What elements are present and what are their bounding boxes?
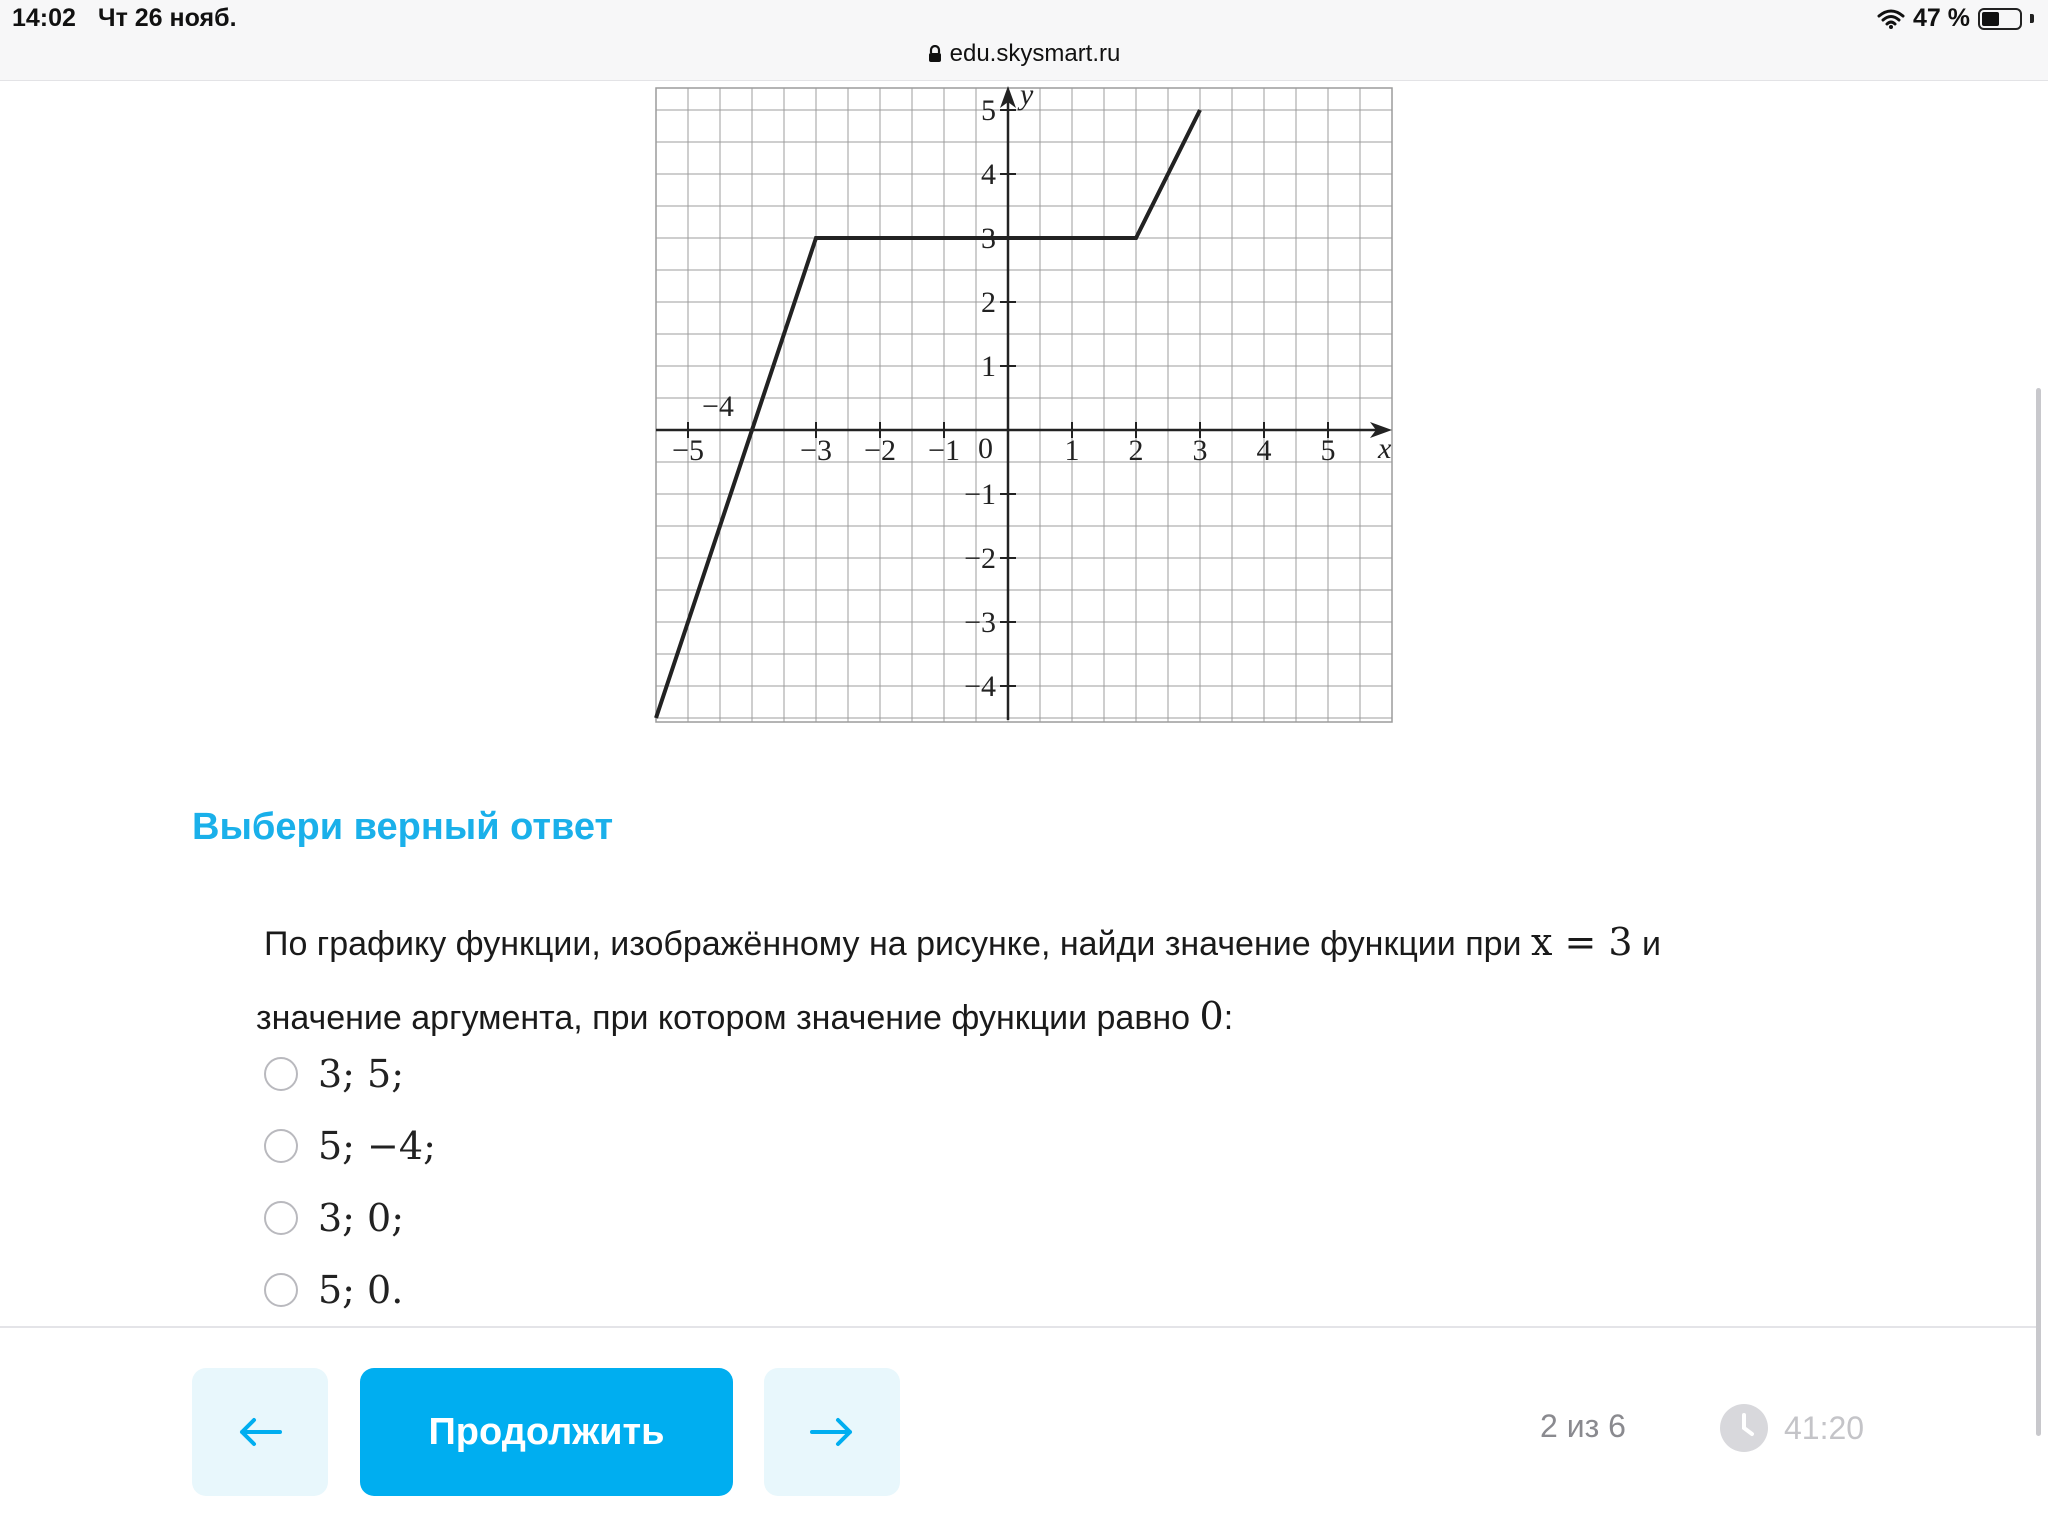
continue-button[interactable]: Продолжить xyxy=(360,1368,733,1496)
arrow-left-icon xyxy=(236,1416,284,1448)
task-heading: Выбери верный ответ xyxy=(192,806,614,848)
prev-button[interactable] xyxy=(192,1368,328,1496)
x-tick-label: 3 xyxy=(1192,434,1208,467)
url-bar[interactable] xyxy=(0,40,2048,68)
x-axis-label: x xyxy=(1378,432,1392,465)
radio-button[interactable] xyxy=(264,1129,298,1163)
timer xyxy=(1720,1404,1864,1452)
grid-border xyxy=(656,88,1392,722)
answer-option-1[interactable] xyxy=(264,1038,436,1110)
radio-button[interactable] xyxy=(264,1057,298,1091)
y-tick-label: −4 xyxy=(964,670,996,703)
question-text xyxy=(256,906,1784,1054)
battery-percent: 47 % xyxy=(1913,4,1970,32)
x-tick-label: −5 xyxy=(672,434,704,467)
y-tick-label: 3 xyxy=(981,222,996,255)
arrow-right-icon xyxy=(808,1416,856,1448)
x-tick-label: −3 xyxy=(800,434,832,467)
x-tick-label: 2 xyxy=(1128,434,1144,467)
origin-label: 0 xyxy=(978,432,993,465)
question-part2: и xyxy=(1632,925,1662,963)
y-axis-label: y xyxy=(1020,80,1034,111)
x-tick-label: 1 xyxy=(1064,434,1080,467)
status-bar xyxy=(0,0,2048,81)
radio-button[interactable] xyxy=(264,1201,298,1235)
x-tick-label: 4 xyxy=(1256,434,1272,467)
option-label: 3; 5; xyxy=(318,1052,405,1096)
y-tick-label: 1 xyxy=(981,350,996,383)
question-part1: По графику функции, изображённому на рисунке, найди значение функции при xyxy=(264,925,1531,963)
status-right xyxy=(1877,4,2034,33)
y-tick-label: −1 xyxy=(964,478,996,511)
function-line xyxy=(656,110,1200,718)
function-graph xyxy=(650,80,1400,730)
wifi-icon xyxy=(1877,8,1905,30)
answer-option-4[interactable] xyxy=(264,1254,436,1326)
timer-text: 41:20 xyxy=(1784,1409,1865,1446)
x-tick-label: −2 xyxy=(864,434,896,467)
option-label: 5; −4; xyxy=(318,1124,436,1168)
battery-icon xyxy=(1978,8,2022,30)
question-part3: значение аргумента, при котором значение функции равно xyxy=(256,999,1200,1037)
url-text: edu.skysmart.ru xyxy=(949,40,1121,67)
page-scrollbar[interactable] xyxy=(2036,388,2041,1436)
status-time: 14:02 xyxy=(12,4,76,32)
option-label: 5; 0. xyxy=(318,1268,404,1312)
question-math-x: x = 3 xyxy=(1531,920,1633,964)
graph-annotation: −4 xyxy=(702,390,734,423)
question-math-zero: 0 xyxy=(1199,994,1224,1038)
x-tick-label: −1 xyxy=(928,434,960,467)
clock-icon xyxy=(1720,1404,1768,1452)
radio-button[interactable] xyxy=(264,1273,298,1307)
lock-icon xyxy=(928,45,942,63)
answer-options xyxy=(264,1038,436,1326)
question-part4: : xyxy=(1223,999,1234,1037)
y-tick-label: 2 xyxy=(981,286,996,319)
answer-option-2[interactable] xyxy=(264,1110,436,1182)
x-tick-label: 5 xyxy=(1320,434,1336,467)
next-button[interactable] xyxy=(764,1368,900,1496)
status-date: Чт 26 нояб. xyxy=(98,4,237,32)
progress-indicator: 2 из 6 xyxy=(1540,1408,1626,1444)
y-tick-label: −3 xyxy=(964,606,996,639)
footer-divider xyxy=(0,1326,2040,1328)
y-tick-label: −2 xyxy=(964,542,996,575)
y-tick-label: 4 xyxy=(981,158,996,191)
y-tick-label: 5 xyxy=(981,94,996,127)
option-label: 3; 0; xyxy=(318,1196,405,1240)
answer-option-3[interactable] xyxy=(264,1182,436,1254)
